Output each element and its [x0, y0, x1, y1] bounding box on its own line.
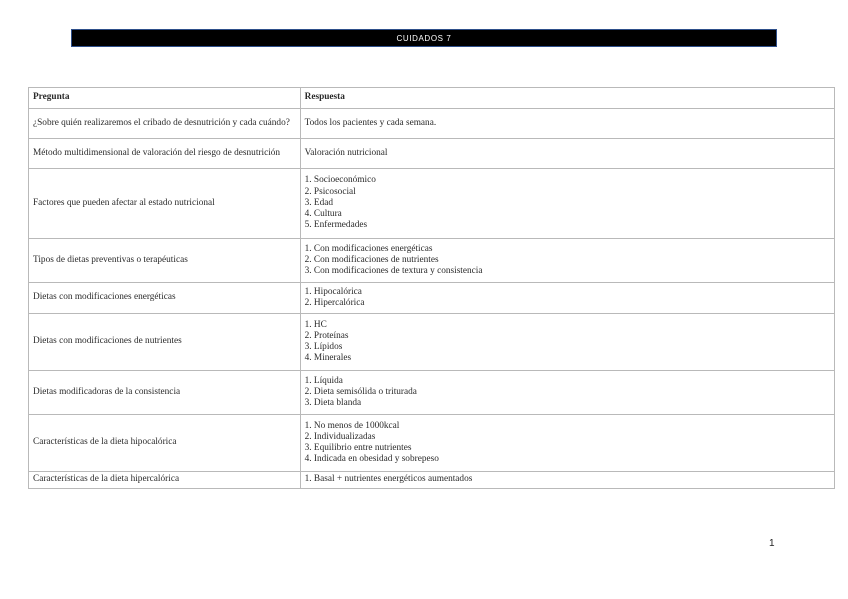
- answer-cell: [300, 283, 834, 314]
- answer-line: 2. Proteínas: [304, 330, 349, 341]
- table-row: [29, 415, 835, 472]
- answer-line: 1. Socioeconómico: [304, 175, 376, 186]
- question-cell: Dietas modificadoras de la consistencia: [29, 371, 301, 415]
- answer-cell: [300, 472, 834, 489]
- answer-line: 1. Basal + nutrientes energéticos aumentados: [304, 474, 473, 485]
- answer-line: 3. Equilibrio entre nutrientes: [304, 443, 412, 453]
- table-row: [29, 139, 835, 169]
- answer-cell: [300, 239, 834, 283]
- answer-line: 2. Hipercalórica: [304, 298, 365, 308]
- answer-cell: [300, 415, 834, 472]
- question-cell: Tipos de dietas preventivas o terapéuticas: [29, 239, 301, 283]
- table-row: [29, 169, 835, 239]
- answer-line: 3. Con modificaciones de textura y consistencia: [304, 266, 483, 277]
- answer-line: Valoración nutricional: [304, 147, 388, 158]
- answer-line: 4. Minerales: [304, 353, 352, 364]
- answer-line: 2. Individualizadas: [304, 431, 376, 442]
- answer-line: 2. Con modificaciones de nutrientes: [304, 254, 439, 265]
- table-row: [29, 283, 835, 314]
- document-title: CUIDADOS 7: [396, 33, 452, 43]
- answer-line: Todos los pacientes y cada semana.: [304, 117, 437, 128]
- table-row: [29, 314, 835, 371]
- answer-line: 1. Líquida: [304, 375, 343, 386]
- document-header-bar: [72, 30, 776, 46]
- question-cell: Dietas con modificaciones energéticas: [29, 283, 301, 314]
- question-cell: Dietas con modificaciones de nutrientes: [29, 314, 301, 371]
- answer-line: 3. Lípidos: [304, 342, 343, 352]
- answer-cell: [300, 314, 834, 371]
- table-row: [29, 239, 835, 283]
- answer-line: 3. Edad: [304, 197, 334, 208]
- answer-cell: [300, 371, 834, 415]
- answer-line: 1. HC: [304, 319, 327, 330]
- answer-cell: [300, 169, 834, 239]
- table-row: [29, 109, 835, 139]
- question-cell: Características de la dieta hipocalórica: [29, 415, 301, 472]
- table-header-row: [29, 88, 835, 109]
- answer-line: 4. Indicada en obesidad y sobrepeso: [304, 454, 439, 465]
- column-header-respuesta: Respuesta: [300, 88, 834, 109]
- question-cell: ¿Sobre quién realizaremos el cribado de desnutrición y cada cuándo?: [29, 109, 301, 139]
- answer-line: 2. Psicosocial: [304, 186, 356, 197]
- answer-line: 5. Enfermedades: [304, 220, 368, 231]
- answer-line: 2. Dieta semisólida o triturada: [304, 386, 417, 397]
- qa-table: [28, 87, 835, 489]
- column-header-pregunta: Pregunta: [29, 88, 301, 109]
- answer-line: 1. Con modificaciones energéticas: [304, 243, 433, 254]
- answer-line: 4. Cultura: [304, 209, 342, 220]
- question-cell: Características de la dieta hipercalórica: [29, 472, 301, 489]
- table-row: [29, 371, 835, 415]
- page-number: 1: [769, 538, 775, 549]
- answer-cell: [300, 109, 834, 139]
- question-cell: Factores que pueden afectar al estado nutricional: [29, 169, 301, 239]
- question-cell: Método multidimensional de valoración del riesgo de desnutrición: [29, 139, 301, 169]
- answer-line: 1. Hipocalórica: [304, 286, 362, 297]
- answer-line: 3. Dieta blanda: [304, 398, 362, 409]
- table-row: [29, 472, 835, 489]
- answer-cell: [300, 139, 834, 169]
- answer-line: 1. No menos de 1000kcal: [304, 420, 400, 431]
